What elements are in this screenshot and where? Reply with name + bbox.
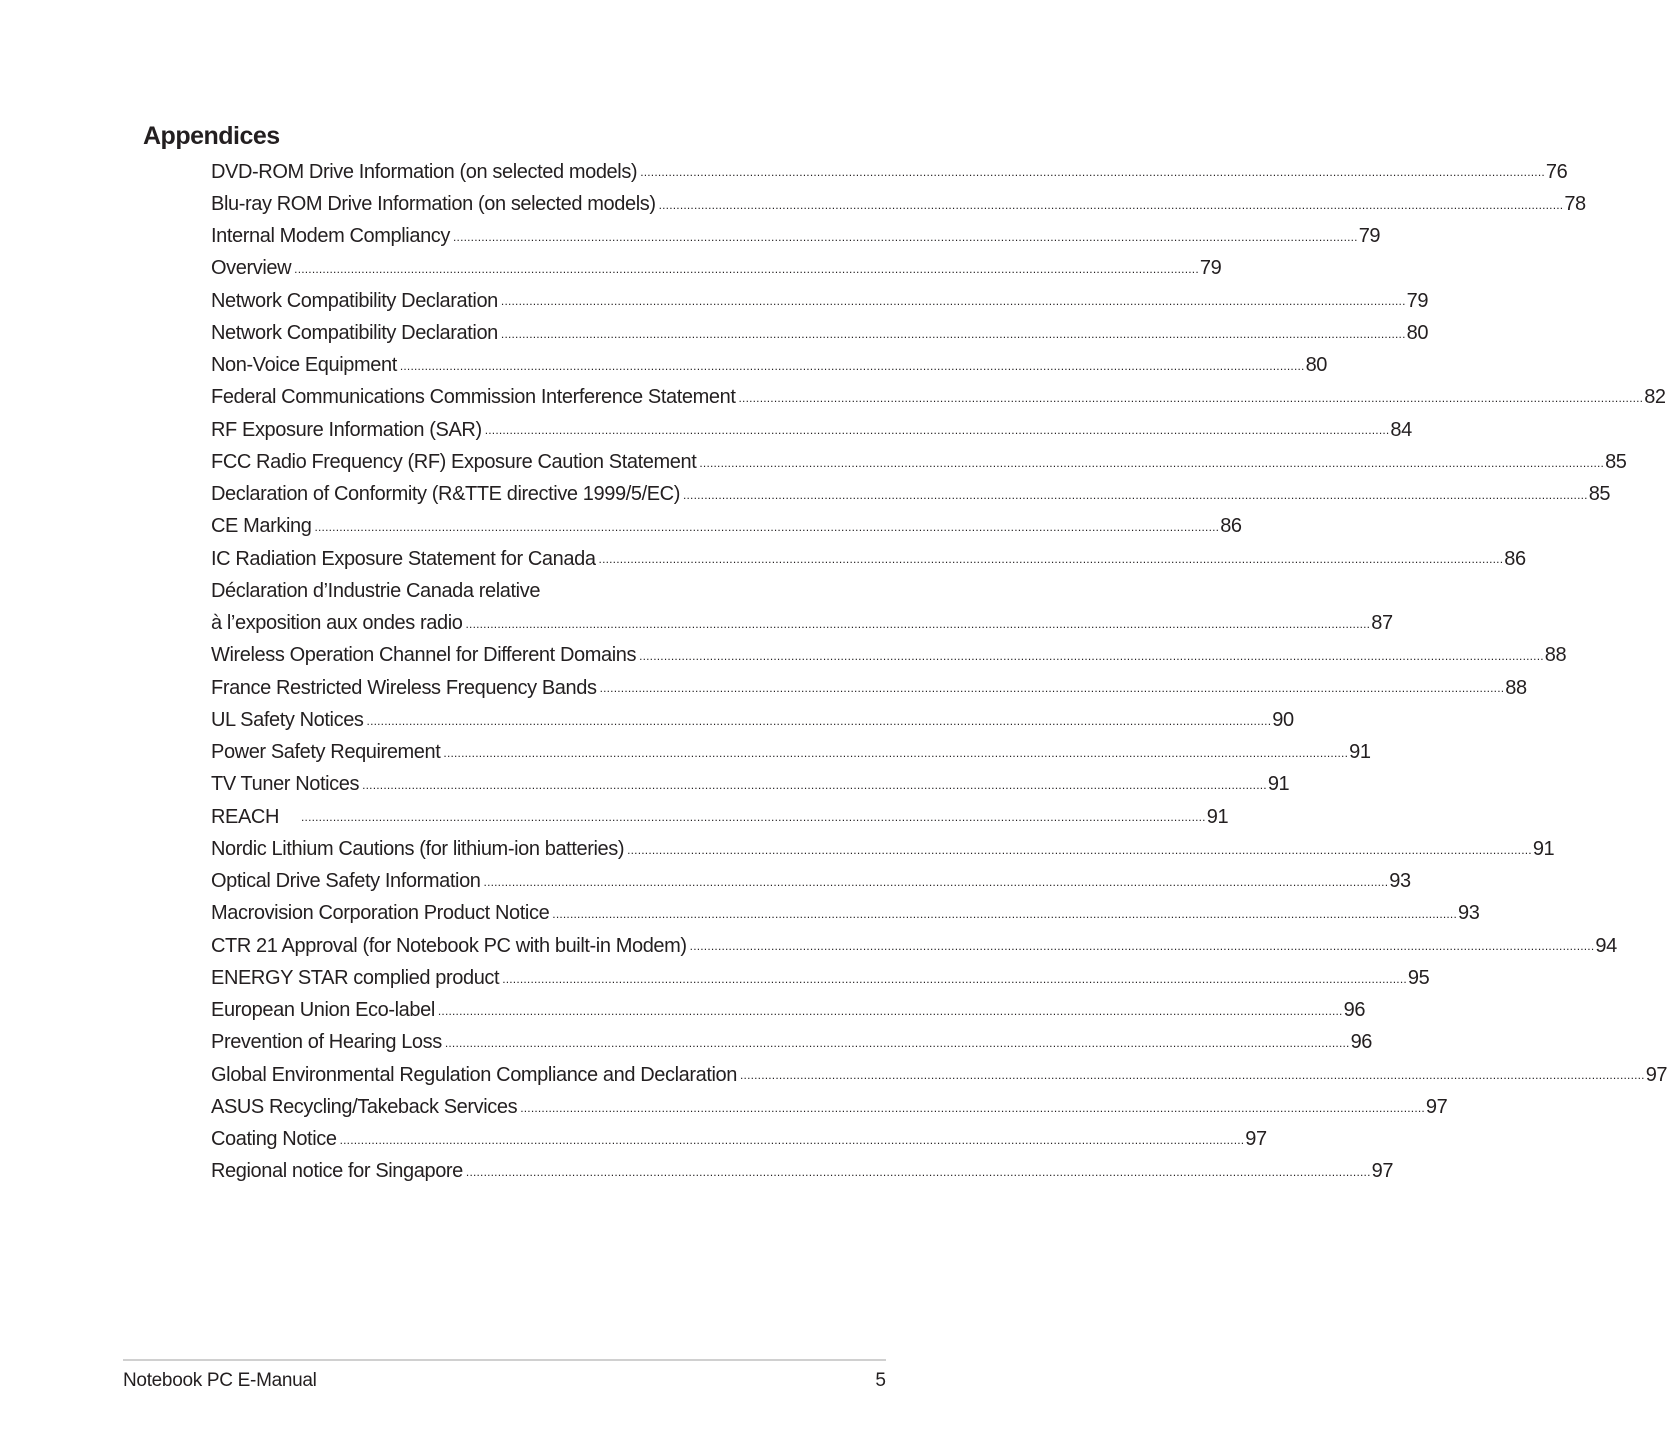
toc-entry[interactable] [211,1156,1394,1188]
toc-entry[interactable] [211,479,1611,511]
toc-entry-title: Internal Modem Compliancy [211,225,450,248]
toc-entry[interactable] [211,704,1294,736]
toc-entry[interactable] [211,156,1568,188]
toc-entry[interactable] [211,898,1480,930]
dot-leader: ................................................................................................................................................................................................................................................................ [598,552,1504,567]
toc-entry-title: RF Exposure Information (SAR) [211,418,482,441]
toc-entry-title: Declaration of Conformity (R&TTE directive 1999/5/EC) [211,483,680,506]
dot-leader: ................................................................................................................................................................................................................................................................ [465,1165,1371,1179]
toc-entry-title: CE Marking [211,515,312,538]
toc-entry-page: 88 [1505,676,1527,699]
toc-entry-title: Non-Voice Equipment [211,354,397,377]
toc-entry[interactable] [211,608,1393,640]
toc-entry-title: Coating Notice [211,1128,337,1151]
footer-divider [123,1359,886,1361]
footer-title: Notebook PC E-Manual [123,1370,317,1391]
toc-entry[interactable] [211,575,804,607]
toc-entry-title: Optical Drive Safety Information [211,870,481,893]
toc-entry-title: TV Tuner Notices [211,773,360,796]
toc-entry[interactable] [211,446,1627,478]
toc-entry-page: 93 [1458,902,1480,925]
toc-entry-title: à l’exposition aux ondes radio [211,612,463,635]
toc-entry-title: Network Compatibility Declaration [211,289,498,312]
dot-leader: ................................................................................................................................................................................................................................................................ [437,1003,1343,1018]
toc-entry-page: 94 [1595,934,1617,957]
toc-entry-title: Déclaration d’Industrie Canada relative [211,579,541,602]
dot-leader: ................................................................................................................................................................................................................................................................ [599,681,1505,696]
toc-entry-title: Prevention of Hearing Loss [211,1031,442,1054]
toc-entry[interactable] [211,188,1586,220]
toc-entry[interactable] [211,1124,1267,1156]
toc-entry-page: 96 [1343,999,1366,1022]
toc-entry-title: Network Compatibility Declaration [211,321,498,344]
toc-entry[interactable] [211,866,1411,898]
toc-entry-page: 86 [1220,515,1242,538]
toc-entry[interactable] [211,285,1429,317]
toc-entry-page: 97 [1371,1160,1394,1183]
dot-leader: ................................................................................................................................................................................................................................................................ [301,810,1206,825]
toc-entry-title: REACH [211,805,280,828]
toc-entry-page: 96 [1350,1031,1373,1054]
dot-leader: ................................................................................................................................................................................................................................................................ [483,874,1389,889]
toc-entry-page: 97 [1245,1128,1267,1151]
toc-entry-page: 91 [1206,805,1229,828]
toc-entry-page: 86 [1504,547,1526,570]
dot-leader: ................................................................................................................................................................................................................................................................ [339,1132,1245,1147]
toc-entry-page: 78 [1564,192,1586,215]
toc-entry[interactable] [211,833,1555,865]
toc-entry-page: 85 [1605,450,1627,473]
toc-entry[interactable] [211,350,1328,382]
dot-leader: ................................................................................................................................................................................................................................................................ [453,229,1358,244]
toc-entry[interactable] [211,801,1229,833]
dot-leader: ................................................................................................................................................................................................................................................................ [294,262,1199,276]
dot-leader: ................................................................................................................................................................................................................................................................ [366,713,1272,728]
dot-leader: ................................................................................................................................................................................................................................................................ [443,745,1349,760]
toc-entry-page: 76 [1545,160,1568,183]
toc-entry[interactable] [211,221,1381,253]
toc-entry-page: 88 [1544,644,1567,667]
toc-entry[interactable] [211,511,1242,543]
toc-entry[interactable] [211,1091,1448,1123]
toc-entry-page: 79 [1358,225,1381,248]
toc-entry-page: 84 [1390,418,1412,441]
toc-entry-title: FCC Radio Frequency (RF) Exposure Caution Statement [211,450,697,473]
toc-entry-page: 91 [1349,741,1371,764]
toc-entry-page: 80 [1406,321,1429,344]
dot-leader: ................................................................................................................................................................................................................................................................ [689,939,1595,954]
toc-entry-page: 90 [1272,708,1294,731]
dot-leader: ................................................................................................................................................................................................................................................................ [552,907,1457,921]
toc-entry-title: France Restricted Wireless Frequency Bands [211,676,597,699]
dot-leader: ................................................................................................................................................................................................................................................................ [740,1068,1645,1083]
toc-entry-page: 91 [1532,837,1555,860]
toc-entry-title: DVD-ROM Drive Information (on selected models) [211,160,638,183]
toc-entry[interactable] [211,640,1567,672]
dot-leader: ................................................................................................................................................................................................................................................................ [658,197,1564,212]
toc-entry-page: 97 [1425,1095,1448,1118]
dot-leader: ................................................................................................................................................................................................................................................................ [639,649,1544,663]
dot-leader: ................................................................................................................................................................................................................................................................ [738,391,1644,405]
dot-leader: ................................................................................................................................................................................................................................................................ [500,294,1406,309]
toc-entry[interactable] [211,317,1429,349]
dot-leader: ................................................................................................................................................................................................................................................................ [465,616,1371,631]
dot-leader: ................................................................................................................................................................................................................................................................ [699,455,1605,470]
toc-entry-title: ASUS Recycling/Takeback Services [211,1095,518,1118]
dot-leader: ................................................................................................................................................................................................................................................................ [502,971,1407,986]
toc-entry-title: Global Environmental Regulation Compliance and Declaration [211,1063,737,1086]
toc-entry-title: IC Radiation Exposure Statement for Canada [211,547,596,570]
dot-leader: ................................................................................................................................................................................................................................................................ [682,487,1588,502]
toc-entry-page: 91 [1267,773,1290,796]
toc-entry-title: Macrovision Corporation Product Notice [211,902,550,925]
dot-leader: ................................................................................................................................................................................................................................................................ [640,165,1545,180]
toc-list [211,156,1667,1188]
toc-entry-title: Wireless Operation Channel for Different Domains [211,644,637,667]
toc-entry-page: 80 [1305,354,1328,377]
toc-entry[interactable] [211,769,1290,801]
toc-entry[interactable] [211,930,1617,962]
dot-leader: ................................................................................................................................................................................................................................................................ [444,1036,1350,1050]
toc-entry-page: 82 [1644,386,1666,409]
footer-page-number: 5 [875,1370,886,1391]
toc-entry[interactable] [211,995,1366,1027]
dot-leader: ................................................................................................................................................................................................................................................................ [362,778,1267,792]
toc-entry[interactable] [211,1059,1667,1091]
toc-entry-title: European Union Eco-label [211,999,435,1022]
dot-leader: ................................................................................................................................................................................................................................................................ [484,423,1390,438]
toc-entry[interactable] [211,737,1371,769]
toc-entry-page: 97 [1645,1063,1667,1086]
toc-entry-title: Power Safety Requirement [211,741,441,764]
toc-entry-page: 93 [1389,870,1411,893]
toc-entry[interactable] [211,672,1527,704]
dot-leader: ................................................................................................................................................................................................................................................................ [520,1100,1425,1115]
toc-entry-title: Nordic Lithium Cautions (for lithium-ion batteries) [211,837,625,860]
toc-entry[interactable] [211,543,1526,575]
toc-entry-title: Federal Communications Commission Interference Statement [211,386,736,409]
toc-entry-title: Blu-ray ROM Drive Information (on selected models) [211,192,656,215]
toc-entry[interactable] [211,1027,1373,1059]
toc-entry-title: ENERGY STAR complied product [211,966,500,989]
toc-entry-title: Overview [211,257,292,280]
toc-entry-title: UL Safety Notices [211,708,364,731]
toc-entry-title: Regional notice for Singapore [211,1160,463,1183]
dot-leader: ................................................................................................................................................................................................................................................................ [500,326,1406,341]
toc-entry-page: 79 [1406,289,1429,312]
toc-entry[interactable] [211,414,1412,446]
dot-leader: ................................................................................................................................................................................................................................................................ [399,358,1305,373]
toc-entry-page: 79 [1199,257,1222,280]
toc-entry[interactable] [211,962,1430,994]
toc-entry-page: 85 [1588,483,1611,506]
toc-entry-page: 95 [1407,966,1430,989]
toc-entry[interactable] [211,253,1222,285]
toc-entry[interactable] [211,382,1666,414]
dot-leader: ................................................................................................................................................................................................................................................................ [627,842,1532,857]
dot-leader: ................................................................................................................................................................................................................................................................ [314,520,1220,534]
toc-entry-page: 87 [1371,612,1393,635]
toc-entry-title: CTR 21 Approval (for Notebook PC with built-in Modem) [211,934,687,957]
section-heading: Appendices [143,122,280,150]
